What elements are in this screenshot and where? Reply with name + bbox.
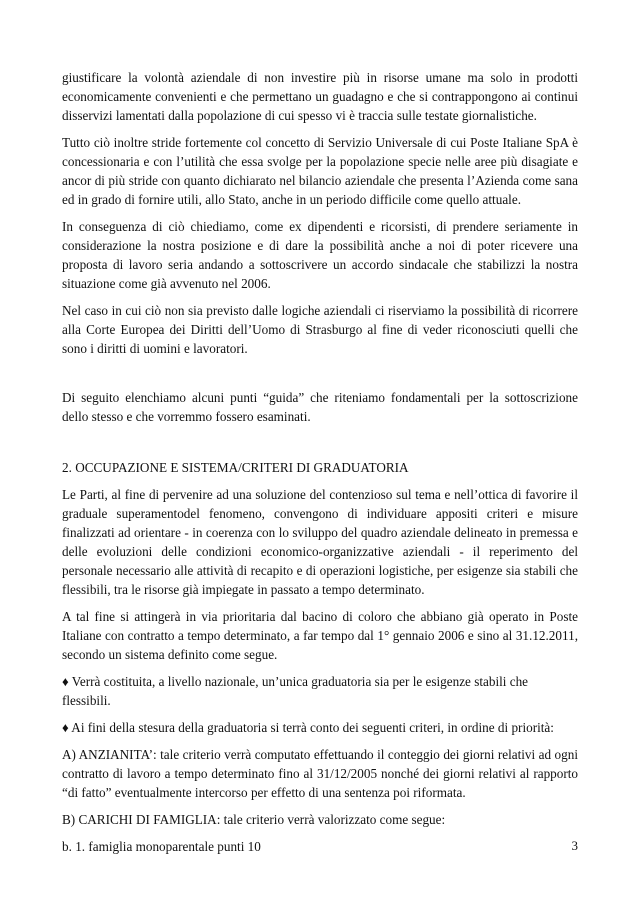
bullet-1: ♦ Verrà costituita, a livello nazionale, un’unica graduatoria sia per le esigenze stabili che flessibili.	[62, 674, 529, 708]
paragraph-4: Nel caso in cui ciò non sia previsto dalle logiche aziendali ci riserviamo la possibilità di ricorrere alla Corte Europea dei Diritti dell’Uomo di Strasburgo al fine di veder riconosciuti quelli che sono i diritti di uomini e lavoratori.	[62, 303, 578, 356]
criterion-b1: b. 1. famiglia monoparentale punti 10	[62, 839, 261, 854]
paragraph-1: giustificare la volontà aziendale di non investire più in risorse umane ma solo in prodotti economicamente convenienti e che permettano un guadagno e che si contrappongono ai continui disservizi lamentati dalla popolazione di cui spesso vi è traccia sulle testate giornalistiche.	[62, 70, 578, 123]
criterion-a: A) ANZIANITA’: tale criterio verrà computato effettuando il conteggio dei giorni relativi ad ogni contratto di lavoro a tempo determinato fino al 31/12/2005 nonché dei giorni relativi al rapporto “di fatto” eventualmente intercorso per effetto di una sentenza poi riformata.	[62, 747, 578, 800]
paragraph-2: Tutto ciò inoltre stride fortemente col concetto di Servizio Universale di cui Poste Italiane SpA è concessionaria e con l’utilità che essa svolge per la popolazione specie nelle aree più disagiate e ancor di più stride con quanto dichiarato nel bilancio aziendale che presenta l’Azienda come sana ed in grado di fornire utili, allo Stato, anche in un periodo difficile come quello attuale.	[62, 135, 578, 207]
criterion-b: B) CARICHI DI FAMIGLIA: tale criterio verrà valorizzato come segue:	[62, 812, 446, 827]
page-number: 3	[571, 838, 578, 853]
bullet-2: ♦ Ai fini della stesura della graduatoria si terrà conto dei seguenti criteri, in ordine di priorità:	[62, 720, 554, 735]
paragraph-6: Le Parti, al fine di pervenire ad una soluzione del contenzioso sul tema e nell’ottica di favorire il graduale superamentodel fenomeno, convengono di individuare appositi criteri e misure finalizzati ad orientare - in coerenza con lo sviluppo del quadro aziendale delineato in premessa e delle evoluzioni delle condizioni economico-organizzative aziendali - il reperimento del personale necessario alle attività di recapito e di operazioni logistiche, per esigenze sia stabili che flessibili, tra le risorse già impiegate in passato a tempo determinato.	[62, 487, 578, 597]
section-heading: 2. OCCUPAZIONE E SISTEMA/CRITERI DI GRADUATORIA	[62, 460, 409, 475]
document-page	[62, 68, 578, 864]
paragraph-3: In conseguenza di ciò chiediamo, come ex dipendenti e ricorsisti, di prendere seriamente in considerazione la nostra posizione e di dare la possibilità anche a noi di poter ricevere una proposta di lavoro seria andando a sottoscrivere un accordo sindacale che stabilizzi la nostra situazione come già avvenuto nel 2006.	[62, 219, 578, 291]
paragraph-7: A tal fine si attingerà in via prioritaria dal bacino di coloro che abbiano già operato in Poste Italiane con contratto a tempo determinato, a far tempo dal 1° gennaio 2006 e sino al 31.12.2011, secondo un sistema definito come segue.	[62, 609, 578, 662]
paragraph-5: Di seguito elenchiamo alcuni punti “guida” che riteniamo fondamentali per la sottoscrizione dello stesso e che vorremmo fossero esaminati.	[62, 390, 578, 424]
